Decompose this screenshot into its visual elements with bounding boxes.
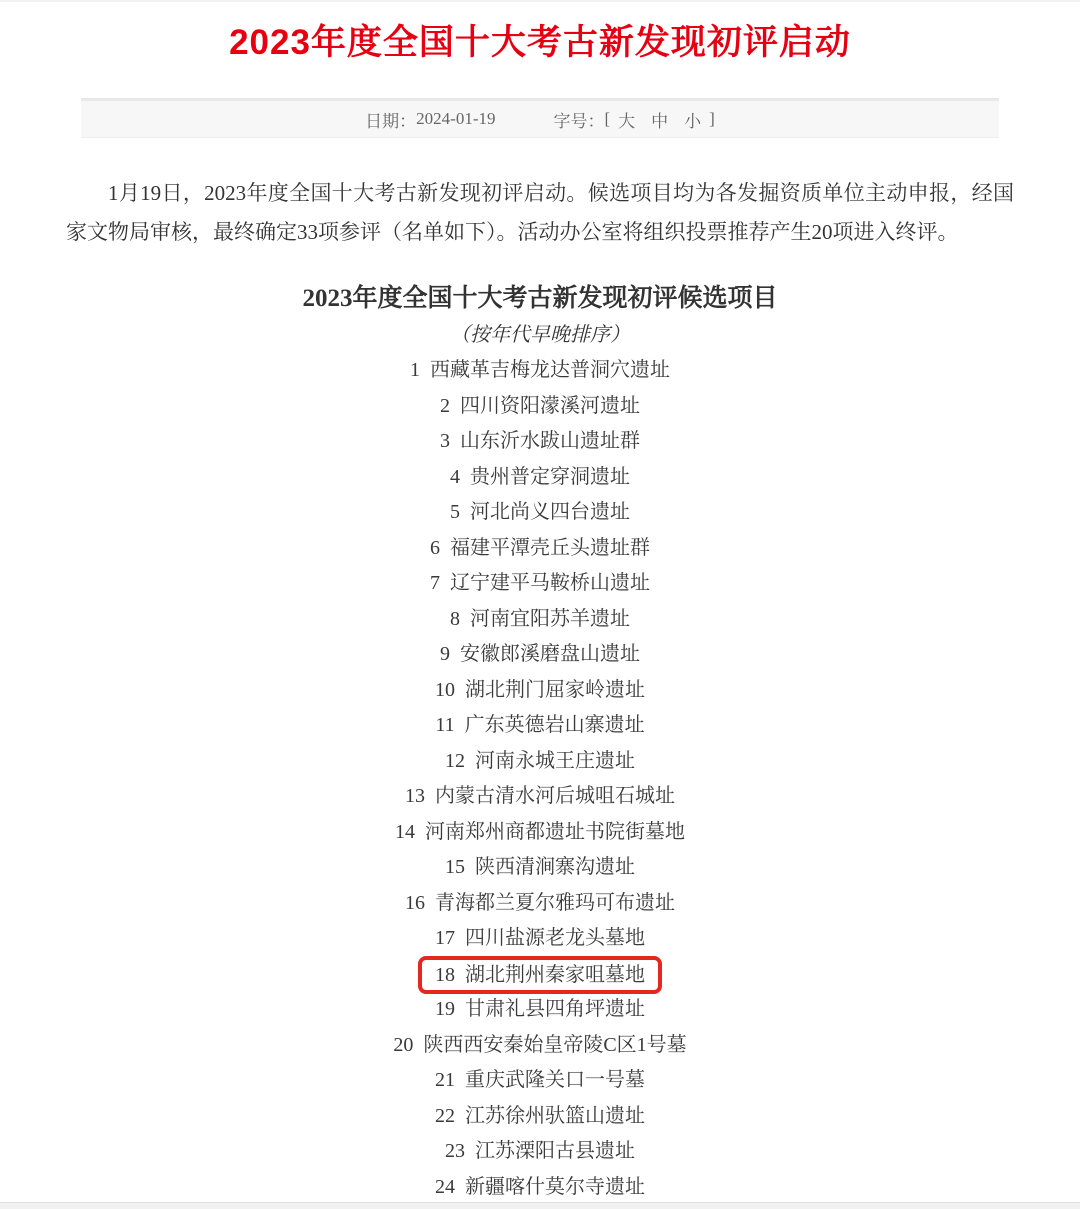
date-label: 日期： (365, 111, 417, 131)
page-top-divider (0, 0, 1080, 2)
list-item (0, 460, 1080, 496)
list-item (0, 850, 1080, 886)
list-item (0, 1028, 1080, 1064)
date-group (365, 107, 495, 132)
candidate-number: 5 (450, 501, 460, 523)
candidate-number: 14 (395, 820, 415, 843)
candidate-number: 4 (450, 465, 460, 488)
intro-paragraph: 1月19日，2023年度全国十大考古新发现初评启动。候选项目均为各发掘资质单位主动申报，经国家文物局审核，最终确定33项参评（名单如下）。活动办公室将组织投票推荐产生20项进入终评。 (66, 181, 1014, 244)
candidate-list-subtitle: （按年代早晚排序） (450, 324, 630, 346)
list-item (0, 389, 1080, 425)
list-item (0, 495, 1080, 531)
list-item (0, 353, 1080, 389)
list-item (0, 1134, 1080, 1170)
candidate-name: 河南宜阳苏羊遗址 (470, 607, 630, 630)
candidate-number: 8 (450, 607, 460, 630)
candidate-name: 甘肃礼县四角坪遗址 (465, 998, 645, 1020)
candidate-number: 9 (440, 643, 450, 665)
list-item (0, 744, 1080, 780)
bracket-open: [ (604, 109, 611, 128)
list-item (0, 1099, 1080, 1135)
candidate-name: 内蒙古清水河后城咀石城址 (435, 785, 675, 807)
list-item (0, 957, 1080, 993)
candidate-number: 3 (440, 430, 450, 452)
candidate-name: 河南永城王庄遗址 (475, 749, 635, 772)
list-item (0, 673, 1080, 709)
list-item (0, 1063, 1080, 1099)
candidate-number: 12 (445, 749, 465, 772)
candidate-number: 17 (435, 927, 455, 949)
candidate-number: 16 (405, 891, 425, 914)
candidate-name: 山东沂水跋山遗址群 (460, 430, 640, 452)
candidate-name: 四川盐源老龙头墓地 (465, 927, 645, 949)
list-item (0, 779, 1080, 815)
candidate-name: 河南郑州商都遗址书院街墓地 (425, 820, 685, 843)
candidate-name: 贵州普定穿洞遗址 (470, 465, 630, 488)
candidate-number: 21 (435, 1069, 455, 1091)
red-highlight-box (418, 956, 662, 994)
meta-bar (81, 98, 999, 138)
candidate-number: 2 (440, 394, 450, 417)
font-size-small-button[interactable]: 小 (684, 111, 702, 131)
candidate-number: 23 (445, 1140, 465, 1162)
candidate-name: 安徽郎溪磨盘山遗址 (460, 643, 640, 665)
list-item (0, 708, 1080, 744)
font-size-label: 字号： (553, 111, 605, 131)
list-item (0, 602, 1080, 638)
candidate-name: 湖北荆州秦家咀墓地 (465, 963, 645, 986)
candidate-number: 15 (445, 856, 465, 878)
font-size-large-button[interactable]: 大 (618, 111, 636, 131)
list-item (0, 815, 1080, 851)
list-item (0, 992, 1080, 1028)
candidate-name: 新疆喀什莫尔寺遗址 (465, 1175, 645, 1198)
candidate-number: 18 (435, 963, 455, 986)
font-size-group (553, 107, 714, 132)
page-title: 2023年度全国十大考古新发现初评启动 (229, 23, 851, 62)
candidate-number: 20 (393, 1033, 414, 1056)
candidate-name: 陕西西安秦始皇帝陵C区1号墓 (423, 1033, 687, 1056)
candidate-name: 西藏革吉梅龙达普洞穴遗址 (430, 359, 670, 381)
font-size-medium-button[interactable]: 中 (651, 111, 669, 131)
candidate-number: 10 (435, 678, 455, 701)
candidate-list (0, 353, 1080, 1205)
list-item (0, 886, 1080, 922)
candidate-number: 7 (430, 572, 440, 594)
candidate-number: 19 (435, 998, 455, 1020)
candidate-name: 江苏徐州驮篮山遗址 (465, 1104, 645, 1127)
candidate-number: 1 (410, 359, 420, 381)
candidate-number: 11 (435, 714, 455, 736)
candidate-name: 四川资阳濛溪河遗址 (460, 394, 640, 417)
candidate-number: 6 (430, 536, 440, 559)
list-item (0, 566, 1080, 602)
candidate-list-title: 2023年度全国十大考古新发现初评候选项目 (302, 285, 778, 312)
candidate-name: 辽宁建平马鞍桥山遗址 (450, 572, 650, 594)
candidate-name: 福建平潭壳丘头遗址群 (450, 536, 650, 559)
date-value: 2024-01-19 (416, 109, 496, 128)
candidate-name: 青海都兰夏尔雅玛可布遗址 (435, 891, 675, 914)
page-bottom-strip (0, 1202, 1080, 1209)
candidate-name: 重庆武隆关口一号墓 (465, 1069, 645, 1091)
list-item (0, 637, 1080, 673)
list-item (0, 531, 1080, 567)
candidate-number: 24 (435, 1175, 455, 1198)
candidate-number: 22 (435, 1104, 455, 1127)
candidate-name: 广东英德岩山寨遗址 (464, 714, 645, 736)
list-item (0, 1170, 1080, 1206)
candidate-name: 江苏溧阳古县遗址 (475, 1140, 635, 1162)
list-item (0, 921, 1080, 957)
bracket-close: ] (709, 109, 715, 128)
list-item (0, 424, 1080, 460)
candidate-name: 河北尚义四台遗址 (470, 501, 630, 523)
candidate-name: 湖北荆门屈家岭遗址 (465, 678, 645, 701)
candidate-name: 陕西清涧寨沟遗址 (475, 856, 635, 878)
candidate-number: 13 (405, 785, 425, 807)
